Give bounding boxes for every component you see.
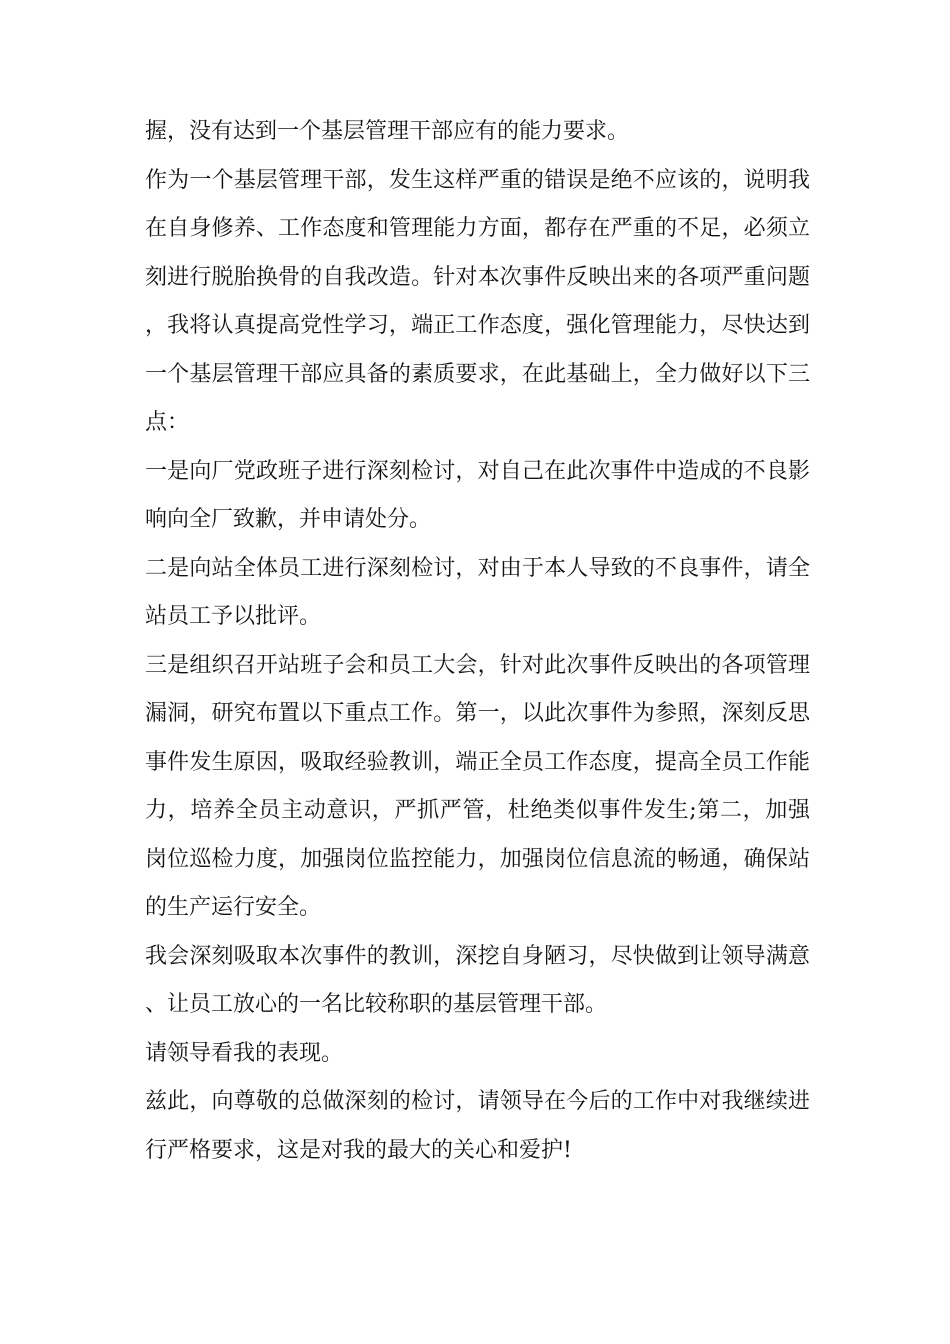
paragraph-3: 一是向厂党政班子进行深刻检讨，对自己在此次事件中造成的不良影响向全厂致歉，并申请处分。 — [145, 458, 810, 532]
paragraph-1: 握，没有达到一个基层管理干部应有的能力要求。 — [145, 119, 630, 144]
paragraph-5: 三是组织召开站班子会和员工大会，针对此次事件反映出的各项管理漏洞，研究布置以下重点工作。第一，以此次事件为参照，深刻反思事件发生原因，吸取经验教训，端正全员工作态度，提高全员工作能力，培养全员主动意识，严抓严管，杜绝类似事件发生;第二，加强岗位巡检力度，加强岗位监控能力，加强岗位信息流的畅通，确保站的生产运行安全。 — [145, 652, 810, 920]
paragraph-4: 二是向站全体员工进行深刻检讨，对由于本人导致的不良事件，请全站员工予以批评。 — [145, 555, 810, 629]
document-body — [145, 108, 810, 1175]
paragraph-6: 我会深刻吸取本次事件的教训，深挖自身陋习，尽快做到让领导满意、让员工放心的一名比较称职的基层管理干部。 — [145, 943, 810, 1017]
paragraph-8: 兹此，向尊敬的总做深刻的检讨，请领导在今后的工作中对我继续进行严格要求，这是对我的最大的关心和爱护! — [145, 1089, 810, 1163]
paragraph-2: 作为一个基层管理干部，发生这样严重的错误是绝不应该的，说明我在自身修养、工作态度和管理能力方面，都存在严重的不足，必须立刻进行脱胎换骨的自我改造。针对本次事件反映出来的各项严重问题，我将认真提高党性学习，端正工作态度，强化管理能力，尽快达到一个基层管理干部应具备的素质要求，在此基础上，全力做好以下三点： — [145, 167, 810, 435]
paragraph-7: 请领导看我的表现。 — [145, 1040, 344, 1066]
